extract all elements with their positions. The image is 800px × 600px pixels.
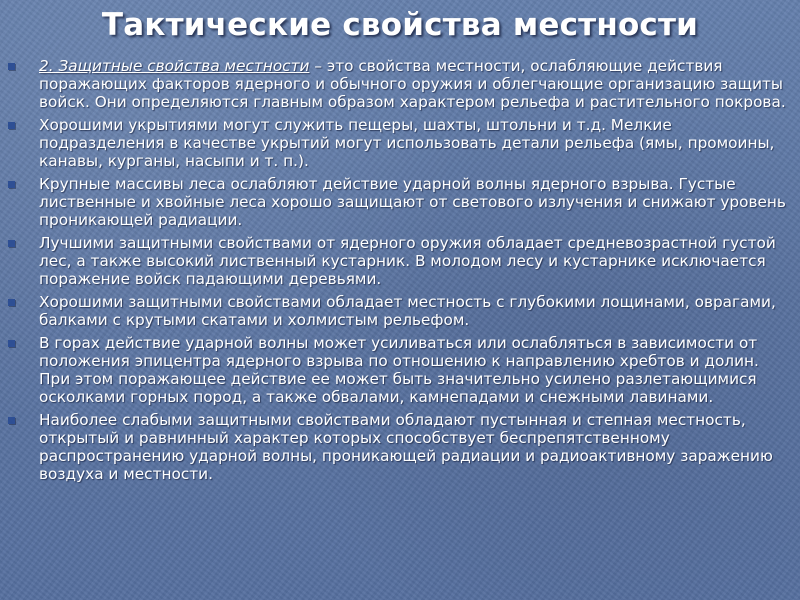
list-item <box>8 234 794 288</box>
square-bullet-icon <box>8 181 15 188</box>
list-item <box>8 411 794 483</box>
square-bullet-icon <box>8 122 15 129</box>
item-text: Хорошими укрытиями могут служить пещеры, шахты, штольни и т.д. Мелкие подразделения в качестве укрытий могут использовать детали рельефа (ямы, промоины, канавы, курганы, насыпи и т. п.). <box>39 116 775 170</box>
square-bullet-icon <box>8 63 15 70</box>
item-text: В горах действие ударной волны может усиливаться или ослабляться в зависимости от положения эпицентра ядерного взрыва по отношению к направлению хребтов и долин. При этом поражающее действие ее может быть значительно усилено разлетающимися осколками горных пород, а также обвалами, камнепадами и снежными лавинами. <box>39 334 759 406</box>
item-text: – это свойства местности, ослабляющие действия поражающих факторов ядерного и обычного оружия и облегчающие организацию защиты войск. Они определяются главным образом характером рельефа и растительного покрова. <box>39 57 786 111</box>
item-lead-term: 2. Защитные свойства местности <box>39 57 310 75</box>
square-bullet-icon <box>8 240 15 247</box>
list-item <box>8 116 794 170</box>
square-bullet-icon <box>8 417 15 424</box>
square-bullet-icon <box>8 299 15 306</box>
bullet-list <box>8 57 794 488</box>
item-text: Хорошими защитными свойствами обладает местность с глубокими лощинами, оврагами, балками с крутыми скатами и холмистым рельефом. <box>39 293 776 329</box>
item-text: Крупные массивы леса ослабляют действие ударной волны ядерного взрыва. Густые лиственные и хвойные леса хорошо защищают от светового излучения и снижают уровень проникающей радиации. <box>39 175 786 229</box>
slide-title: Тактические свойства местности <box>101 7 699 43</box>
list-item <box>8 334 794 406</box>
item-text: Лучшими защитными свойствами от ядерного оружия обладает средневозрастной густой лес, а также высокий лиственный кустарник. В молодом лесу и кустарнике исключается поражение войск падающими деревьями. <box>39 234 776 288</box>
list-item <box>8 57 794 111</box>
square-bullet-icon <box>8 340 15 347</box>
item-text: Наиболее слабыми защитными свойствами обладают пустынная и степная местность, открытый и равнинный характер которых способствует беспрепятственному распространению ударной волны, проникающей радиации и радиоактивному заражению воздуха и местности. <box>39 411 773 483</box>
list-item <box>8 175 794 229</box>
list-item <box>8 293 794 329</box>
